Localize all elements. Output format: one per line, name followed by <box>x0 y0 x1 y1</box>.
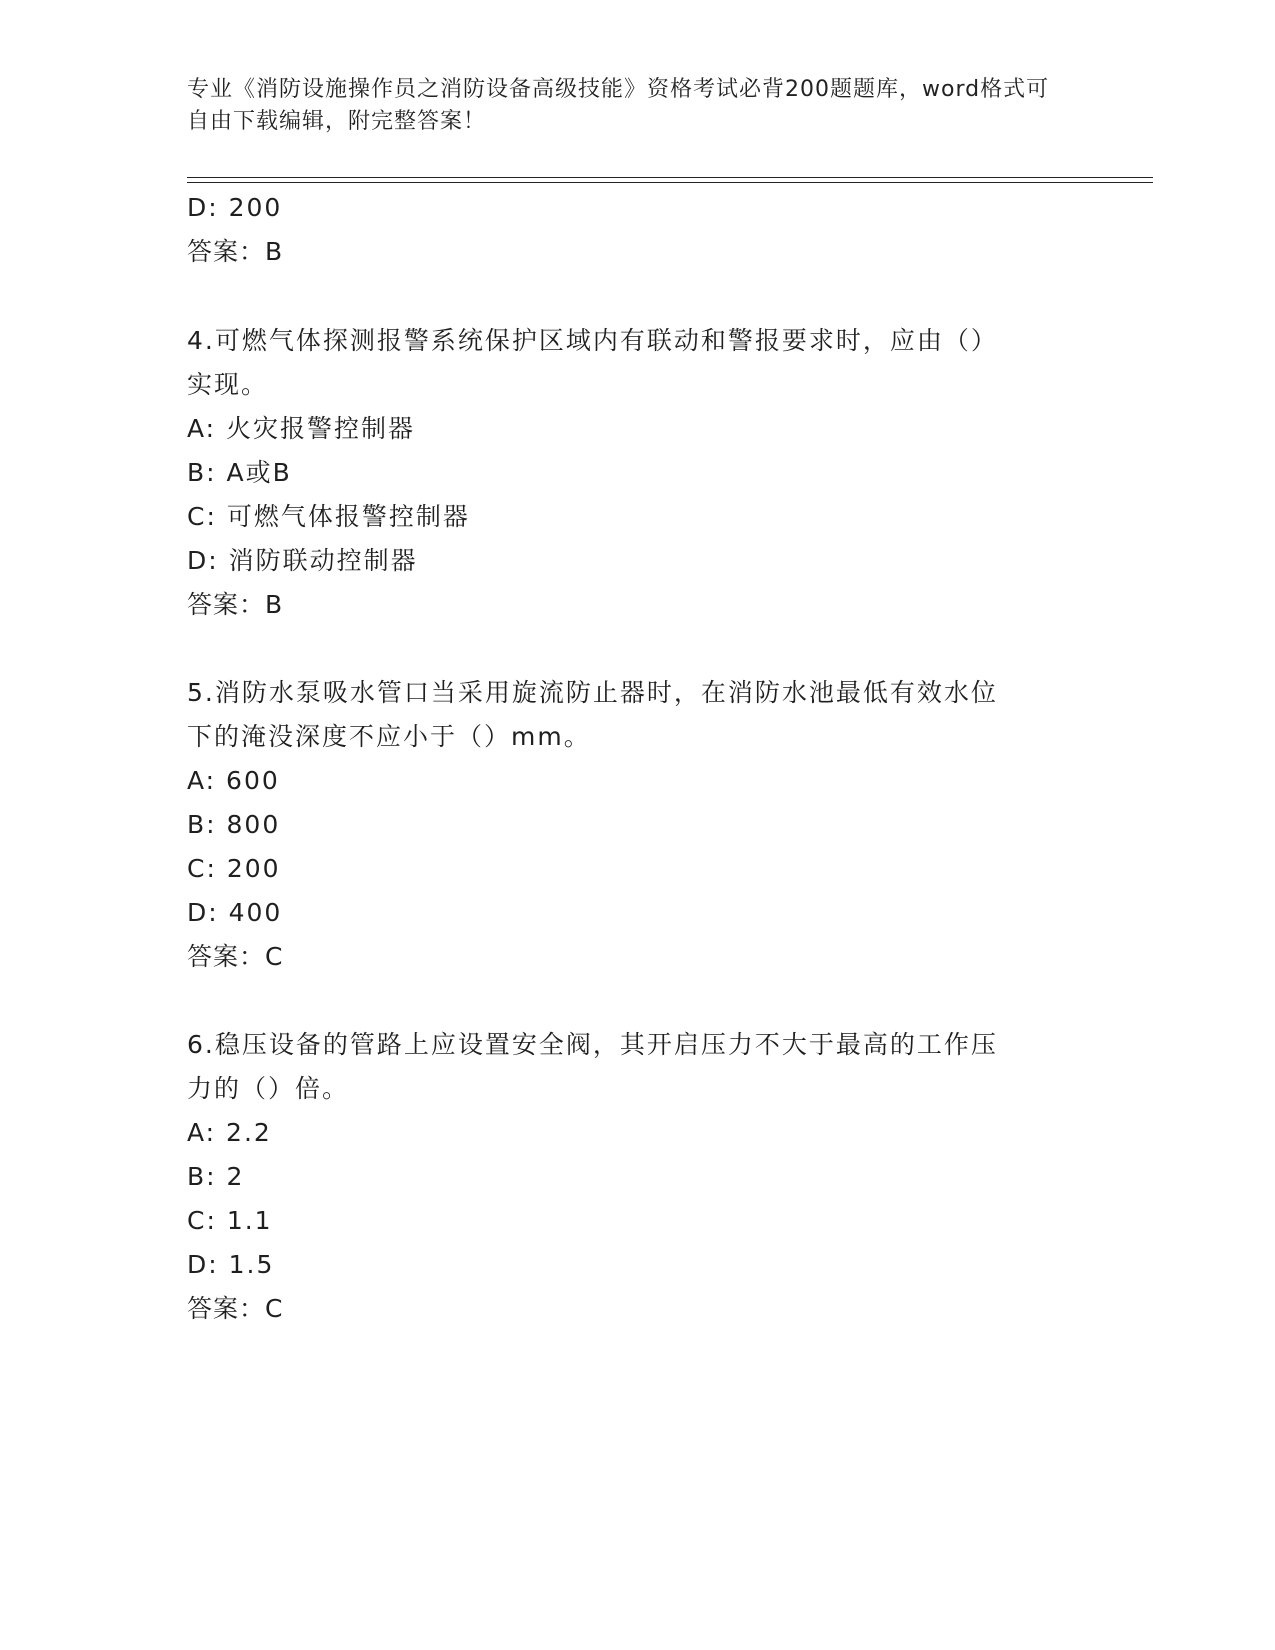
header-divider-top <box>187 177 1153 178</box>
q6-option-d: D: 1.5 <box>187 1250 275 1279</box>
header-divider-bottom <box>187 182 1153 183</box>
q5-option-d: D: 400 <box>187 898 283 927</box>
q5-answer: 答案：C <box>187 942 284 971</box>
document-header-title: 专业《消防设施操作员之消防设备高级技能》资格考试必背200题题库，word格式可自由下载编辑，附完整答案！ <box>187 77 1050 134</box>
q5-option-a: A: 600 <box>187 766 280 795</box>
prev-option-d: D: 200 <box>187 193 283 222</box>
q6-option-a: A: 2.2 <box>187 1118 272 1147</box>
q4-text-line2: 实现。 <box>187 370 269 399</box>
q6-answer: 答案：C <box>187 1294 284 1323</box>
q6-text-line1: 6.稳压设备的管路上应设置安全阀，其开启压力不大于最高的工作压 <box>187 1030 998 1059</box>
q4-text-line1: 4.可燃气体探测报警系统保护区域内有联动和警报要求时，应由（） <box>187 326 998 355</box>
q4-option-b: B: A或B <box>187 458 292 487</box>
q4-option-a: A: 火灾报警控制器 <box>187 414 416 443</box>
q5-option-b: B: 800 <box>187 810 281 839</box>
q4-answer: 答案：B <box>187 590 284 619</box>
q4-option-c: C: 可燃气体报警控制器 <box>187 502 470 531</box>
prev-answer: 答案：B <box>187 237 284 266</box>
q6-option-c: C: 1.1 <box>187 1206 273 1235</box>
q5-text-line2: 下的淹没深度不应小于（）mm。 <box>187 722 591 751</box>
q5-option-c: C: 200 <box>187 854 281 883</box>
q5-text-line1: 5.消防水泵吸水管口当采用旋流防止器时，在消防水池最低有效水位 <box>187 678 998 707</box>
q6-text-line2: 力的（）倍。 <box>187 1074 350 1103</box>
q4-option-d: D: 消防联动控制器 <box>187 546 418 575</box>
q6-option-b: B: 2 <box>187 1162 245 1191</box>
